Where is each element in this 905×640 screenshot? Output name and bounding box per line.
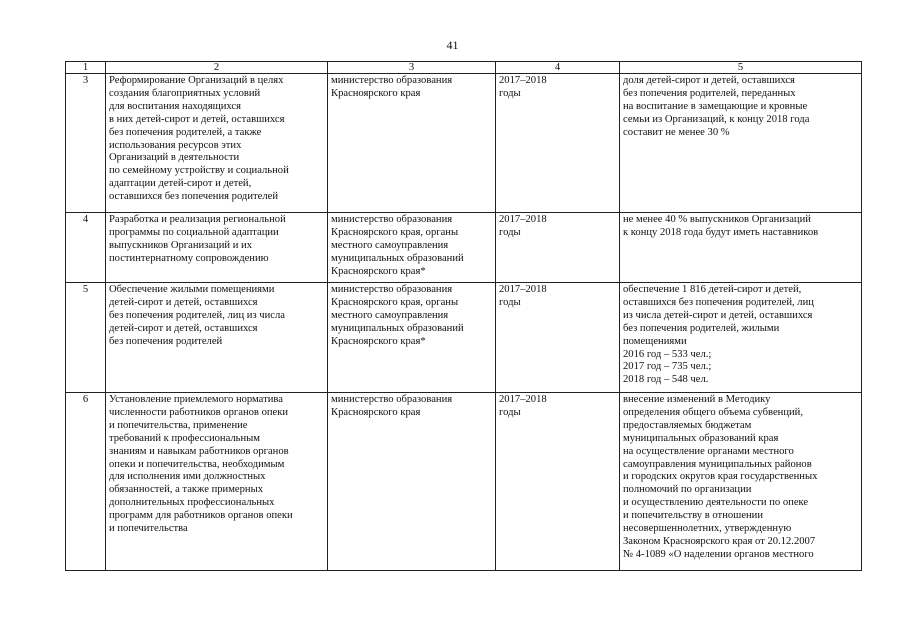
cell-text-line: помещениями	[623, 335, 687, 347]
cell-text-line: оставшихся без попечения родителей, лиц	[623, 296, 814, 308]
cell-text-line: программ для работников органов опеки	[109, 510, 293, 522]
measure-cell	[106, 283, 328, 393]
cell-text-line: использования ресурсов этих	[109, 139, 242, 151]
cell-text-line: министерство образования	[331, 284, 453, 295]
measure-cell	[106, 393, 328, 571]
cell-text-line: детей-сирот и детей, оставшихся	[109, 322, 258, 334]
cell-text-line: без попечения родителей, лиц из числа	[109, 309, 285, 321]
cell-text-line: выпускников Организаций и их	[109, 239, 252, 251]
column-header-1: 1	[66, 62, 106, 74]
header-row	[66, 62, 862, 74]
cell-text-line: Красноярского края, органы	[331, 226, 459, 238]
row-number: 4	[66, 213, 106, 283]
cell-text-line: и осуществлению деятельности по опеке	[623, 497, 809, 509]
cell-text-line: местного самоуправления	[331, 239, 449, 251]
row-number: 5	[66, 283, 106, 393]
column-header-3: 3	[328, 62, 496, 74]
cell-text-line: постинтернатному сопровождению	[109, 252, 269, 264]
cell-text-line: в них детей-сирот и детей, оставшихся	[109, 113, 285, 125]
table-row	[66, 393, 862, 571]
table-row	[66, 213, 862, 283]
cell-text-line: знаниям и навыкам работников органов	[109, 445, 289, 457]
cell-text-line: и городских округов края государственных	[623, 471, 818, 483]
cell-text-line: доля детей-сирот и детей, оставшихся	[623, 75, 795, 86]
cell-text-line: опеки и попечительства, необходимым	[109, 458, 285, 470]
executor-cell	[328, 213, 496, 283]
cell-text-line: и попечительства, применение	[109, 419, 248, 431]
cell-text-line: муниципальных образований края	[623, 432, 779, 444]
row-number: 3	[66, 74, 106, 213]
cell-text-line: к концу 2018 года будут иметь наставников	[623, 226, 819, 238]
cell-text-line: предоставляемых бюджетам	[623, 419, 752, 431]
cell-text-line: из числа детей-сирот и детей, оставшихся	[623, 309, 813, 321]
cell-text-line: министерство образования	[331, 394, 453, 405]
cell-text-line: несовершеннолетних, утвержденную	[623, 523, 792, 535]
cell-text-line: Организаций в деятельности	[109, 152, 240, 164]
measure-cell	[106, 74, 328, 213]
table-row	[66, 283, 862, 393]
cell-text-line: программы по социальной адаптации	[109, 226, 279, 238]
cell-text-line: министерство образования	[331, 214, 453, 225]
cell-text-line: 2017–2018	[499, 214, 547, 225]
cell-text-line: внесение изменений в Методику	[623, 394, 771, 405]
cell-text-line: определения общего объема субвенций,	[623, 406, 804, 418]
cell-text-line: адаптации детей-сирот и детей,	[109, 178, 252, 190]
cell-text-line: 2018 год – 548 чел.	[623, 374, 709, 386]
cell-text-line: Красноярского края*	[331, 335, 426, 347]
period-cell	[496, 213, 620, 283]
cell-text-line: 2017–2018	[499, 394, 547, 405]
cell-text-line: Красноярского края*	[331, 265, 426, 277]
cell-text-line: Установление приемлемого норматива	[109, 394, 283, 405]
cell-text-line: муниципальных образований	[331, 322, 464, 334]
cell-text-line: по семейному устройству и социальной	[109, 165, 289, 177]
cell-text-line: и попечительства	[109, 523, 188, 535]
cell-text-line: создания благоприятных условий	[109, 87, 261, 99]
cell-text-line: и попечительству в отношении	[623, 510, 764, 522]
cell-text-line: 2016 год – 533 чел.;	[623, 348, 712, 360]
result-cell	[620, 393, 862, 571]
cell-text-line: без попечения родителей, а также	[109, 126, 262, 138]
cell-text-line: без попечения родителей, переданных	[623, 87, 796, 99]
cell-text-line: 2017–2018	[499, 284, 547, 295]
cell-text-line: оставшихся без попечения родителей	[109, 191, 278, 203]
executor-cell	[328, 393, 496, 571]
row-number: 6	[66, 393, 106, 571]
cell-text-line: Красноярского края	[331, 406, 421, 418]
cell-text-line: детей-сирот и детей, оставшихся	[109, 296, 258, 308]
cell-text-line: № 4-1089 «О наделении органов местного	[623, 548, 814, 560]
cell-text-line: годы	[499, 226, 521, 238]
cell-text-line: требований к профессиональным	[109, 432, 260, 444]
cell-text-line: обязанностей, а также примерных	[109, 484, 263, 496]
measures-table	[65, 61, 862, 571]
cell-text-line: для исполнения ими должностных	[109, 471, 266, 483]
column-header-4: 4	[496, 62, 620, 74]
cell-text-line: 2017–2018	[499, 75, 547, 86]
cell-text-line: Законом Красноярского края от 20.12.2007	[623, 535, 816, 547]
period-cell	[496, 74, 620, 213]
cell-text-line: дополнительных профессиональных	[109, 497, 275, 509]
cell-text-line: семьи из Организаций, к концу 2018 года	[623, 113, 810, 125]
page-number: 41	[446, 38, 459, 52]
result-cell	[620, 213, 862, 283]
table-row	[66, 74, 862, 213]
cell-text-line: Реформирование Организаций в целях	[109, 75, 284, 86]
cell-text-line: годы	[499, 87, 521, 99]
cell-text-line: годы	[499, 296, 521, 308]
column-header-5: 5	[620, 62, 862, 74]
period-cell	[496, 393, 620, 571]
cell-text-line: для воспитания находящихся	[109, 100, 241, 112]
cell-text-line: численности работников органов опеки	[109, 406, 289, 418]
cell-text-line: самоуправления муниципальных районов	[623, 458, 812, 470]
cell-text-line: на осуществление органами местного	[623, 445, 794, 457]
cell-text-line: местного самоуправления	[331, 309, 449, 321]
measure-cell	[106, 213, 328, 283]
period-cell	[496, 283, 620, 393]
result-cell	[620, 283, 862, 393]
executor-cell	[328, 74, 496, 213]
cell-text-line: муниципальных образований	[331, 252, 464, 264]
cell-text-line: без попечения родителей	[109, 335, 223, 347]
cell-text-line: годы	[499, 406, 521, 418]
cell-text-line: полномочий по организации	[623, 484, 752, 496]
cell-text-line: Красноярского края, органы	[331, 296, 459, 308]
cell-text-line: на воспитание в замещающие и кровные	[623, 100, 808, 112]
cell-text-line: 2017 год – 735 чел.;	[623, 361, 712, 373]
executor-cell	[328, 283, 496, 393]
cell-text-line: обеспечение 1 816 детей-сирот и детей,	[623, 284, 802, 295]
cell-text-line: Разработка и реализация региональной	[109, 214, 286, 225]
column-header-2: 2	[106, 62, 328, 74]
cell-text-line: не менее 40 % выпускников Организаций	[623, 214, 811, 225]
cell-text-line: без попечения родителей, жилыми	[623, 322, 780, 334]
cell-text-line: составит не менее 30 %	[623, 126, 730, 138]
cell-text-line: министерство образования	[331, 75, 453, 86]
cell-text-line: Обеспечение жилыми помещениями	[109, 284, 275, 295]
cell-text-line: Красноярского края	[331, 87, 421, 99]
result-cell	[620, 74, 862, 213]
